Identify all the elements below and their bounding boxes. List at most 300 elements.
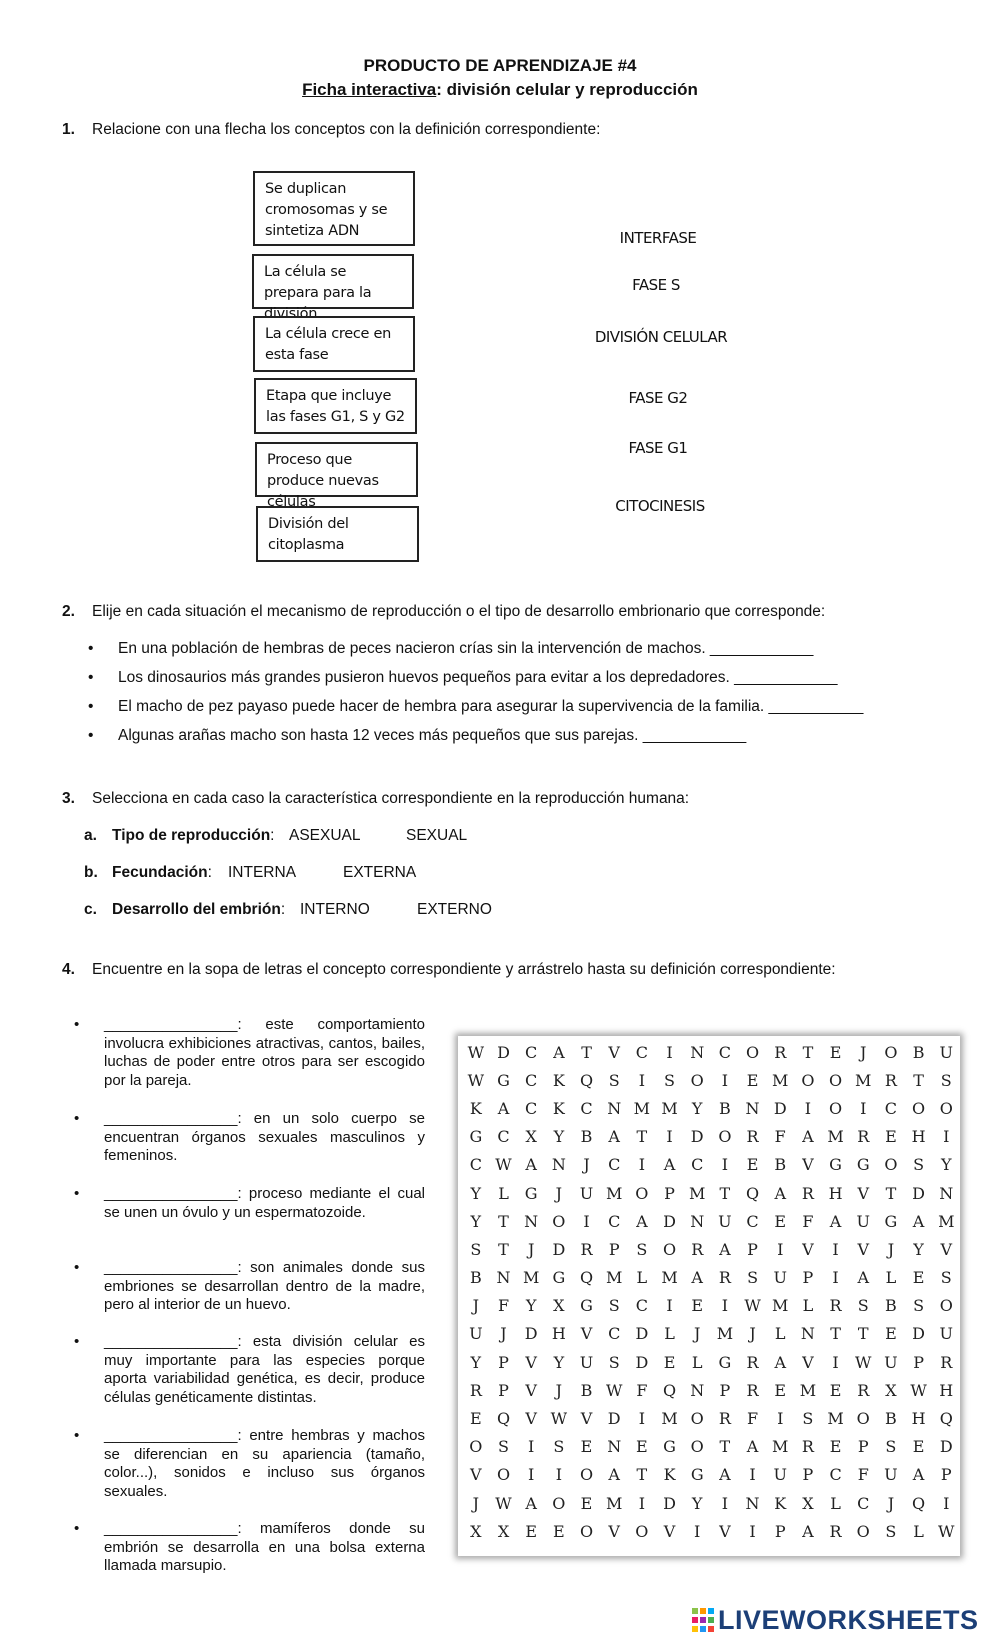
grid-letter[interactable]: M bbox=[661, 1409, 678, 1429]
grid-letter[interactable]: Q bbox=[496, 1409, 511, 1429]
grid-letter[interactable]: M bbox=[772, 1070, 789, 1090]
grid-letter[interactable]: R bbox=[829, 1296, 842, 1316]
grid-letter[interactable]: W bbox=[605, 1380, 623, 1400]
grid-letter[interactable]: N bbox=[496, 1268, 511, 1288]
grid-letter[interactable]: W bbox=[467, 1042, 485, 1062]
grid-letter[interactable]: I bbox=[860, 1098, 867, 1118]
grid-letter[interactable]: G bbox=[884, 1211, 898, 1231]
grid-letter[interactable]: C bbox=[525, 1042, 538, 1062]
grid-letter[interactable]: Q bbox=[579, 1268, 594, 1288]
grid-letter[interactable]: N bbox=[690, 1042, 705, 1062]
grid-letter[interactable]: O bbox=[718, 1127, 732, 1147]
grid-letter[interactable]: M bbox=[772, 1296, 789, 1316]
grid-letter[interactable]: A bbox=[829, 1211, 842, 1231]
grid-letter[interactable]: C bbox=[580, 1098, 593, 1118]
grid-letter[interactable]: C bbox=[829, 1465, 842, 1485]
grid-letter[interactable]: U bbox=[939, 1324, 953, 1344]
definition-box-4[interactable]: Etapa que incluye las fases G1, S y G2 bbox=[254, 378, 417, 434]
grid-letter[interactable]: D bbox=[663, 1493, 676, 1513]
grid-letter[interactable]: S bbox=[470, 1239, 482, 1259]
grid-letter[interactable]: A bbox=[774, 1352, 786, 1372]
grid-letter[interactable]: O bbox=[829, 1070, 843, 1090]
grid-letter[interactable]: R bbox=[940, 1352, 953, 1372]
definition-box-1[interactable]: Se duplican cromosomas y se sintetiza ADN bbox=[253, 171, 415, 246]
grid-letter[interactable]: U bbox=[579, 1183, 594, 1203]
grid-letter[interactable]: E bbox=[746, 1070, 759, 1090]
grid-letter[interactable]: S bbox=[553, 1437, 565, 1457]
grid-letter[interactable]: Y bbox=[470, 1211, 482, 1231]
grid-letter[interactable]: D bbox=[552, 1239, 566, 1259]
grid-letter[interactable]: I bbox=[528, 1465, 535, 1485]
grid-letter[interactable]: O bbox=[496, 1465, 511, 1485]
grid-letter[interactable]: P bbox=[664, 1183, 675, 1203]
grid-letter[interactable]: S bbox=[913, 1296, 925, 1316]
concept-citocinesis[interactable]: CITOCINESIS bbox=[615, 497, 705, 515]
grid-letter[interactable]: U bbox=[856, 1211, 870, 1231]
grid-letter[interactable]: J bbox=[694, 1324, 701, 1344]
grid-letter[interactable]: O bbox=[579, 1521, 594, 1541]
grid-letter[interactable]: T bbox=[802, 1042, 814, 1062]
grid-letter[interactable]: P bbox=[802, 1465, 814, 1485]
grid-letter[interactable]: M bbox=[661, 1268, 678, 1288]
grid-letter[interactable]: U bbox=[773, 1268, 787, 1288]
list-item[interactable]: • El macho de pez payaso puede hacer de hembra para asegurar la supervivencia de la familia. ___________ bbox=[88, 698, 908, 727]
grid-letter[interactable]: I bbox=[555, 1465, 563, 1485]
grid-letter[interactable]: I bbox=[777, 1409, 784, 1429]
list-item[interactable]: • En una población de hembras de peces nacieron crías sin la intervención de machos. ____________ bbox=[88, 640, 908, 669]
grid-letter[interactable]: U bbox=[773, 1465, 787, 1485]
grid-letter[interactable]: I bbox=[583, 1211, 590, 1231]
grid-letter[interactable]: B bbox=[719, 1098, 731, 1118]
grid-letter[interactable]: A bbox=[802, 1127, 814, 1147]
grid-letter[interactable]: U bbox=[939, 1042, 953, 1062]
grid-letter[interactable]: G bbox=[856, 1155, 870, 1175]
grid-letter[interactable]: Y bbox=[691, 1493, 703, 1513]
grid-letter[interactable]: C bbox=[608, 1155, 621, 1175]
grid-letter[interactable]: U bbox=[884, 1352, 898, 1372]
grid-letter[interactable]: A bbox=[912, 1211, 925, 1231]
grid-letter[interactable]: Q bbox=[745, 1183, 760, 1203]
grid-letter[interactable]: I bbox=[832, 1268, 839, 1288]
grid-letter[interactable]: G bbox=[718, 1352, 732, 1372]
grid-letter[interactable]: G bbox=[469, 1127, 483, 1147]
grid-letter[interactable]: R bbox=[774, 1042, 787, 1062]
grid-letter[interactable]: S bbox=[885, 1437, 897, 1457]
option-sexual[interactable]: SEXUAL bbox=[406, 827, 468, 844]
grid-letter[interactable]: S bbox=[940, 1268, 952, 1288]
grid-letter[interactable]: I bbox=[721, 1493, 729, 1513]
grid-letter[interactable]: A bbox=[746, 1437, 759, 1457]
grid-letter[interactable]: O bbox=[939, 1296, 953, 1316]
grid-letter[interactable]: N bbox=[745, 1493, 760, 1513]
grid-letter[interactable]: B bbox=[885, 1296, 897, 1316]
grid-letter[interactable]: D bbox=[663, 1211, 676, 1231]
grid-letter[interactable]: F bbox=[636, 1380, 648, 1400]
grid-letter[interactable]: O bbox=[856, 1521, 870, 1541]
grid-letter[interactable]: W bbox=[495, 1493, 512, 1513]
grid-letter[interactable]: R bbox=[746, 1127, 759, 1147]
grid-letter[interactable]: G bbox=[497, 1070, 510, 1090]
grid-letter[interactable]: I bbox=[694, 1521, 701, 1541]
grid-letter[interactable]: M bbox=[633, 1098, 651, 1118]
grid-letter[interactable]: A bbox=[608, 1465, 620, 1485]
grid-letter[interactable]: E bbox=[829, 1380, 842, 1400]
grid-letter[interactable]: O bbox=[856, 1409, 870, 1429]
grid-letter[interactable]: H bbox=[911, 1127, 926, 1147]
grid-letter[interactable]: L bbox=[498, 1183, 509, 1203]
grid-letter[interactable]: J bbox=[887, 1239, 895, 1259]
grid-letter[interactable]: Q bbox=[579, 1070, 594, 1090]
grid-letter[interactable]: G bbox=[663, 1437, 676, 1457]
grid-letter[interactable]: Y bbox=[553, 1127, 565, 1147]
grid-letter[interactable]: D bbox=[607, 1409, 621, 1429]
grid-letter[interactable]: L bbox=[636, 1268, 648, 1288]
concept-fase-g1[interactable]: FASE G1 bbox=[628, 439, 688, 457]
grid-letter[interactable]: P bbox=[747, 1239, 758, 1259]
grid-letter[interactable]: R bbox=[718, 1268, 731, 1288]
grid-letter[interactable]: O bbox=[662, 1239, 677, 1259]
grid-letter[interactable]: E bbox=[885, 1324, 897, 1344]
grid-letter[interactable]: I bbox=[943, 1127, 950, 1147]
grid-letter[interactable]: J bbox=[555, 1380, 563, 1400]
grid-letter[interactable]: C bbox=[746, 1211, 759, 1231]
grid-letter[interactable]: O bbox=[884, 1155, 898, 1175]
grid-letter[interactable]: G bbox=[829, 1155, 842, 1175]
option-interno[interactable]: INTERNO bbox=[300, 901, 370, 918]
concept-fase-s[interactable]: FASE S bbox=[632, 276, 680, 294]
grid-letter[interactable]: I bbox=[666, 1127, 673, 1147]
grid-letter[interactable]: P bbox=[498, 1380, 509, 1400]
grid-letter[interactable]: T bbox=[719, 1437, 731, 1457]
grid-letter[interactable]: O bbox=[829, 1098, 843, 1118]
grid-letter[interactable]: T bbox=[857, 1324, 869, 1344]
grid-letter[interactable]: S bbox=[940, 1070, 952, 1090]
grid-letter[interactable]: I bbox=[666, 1042, 673, 1062]
grid-letter[interactable]: L bbox=[802, 1296, 814, 1316]
grid-letter[interactable]: J bbox=[555, 1183, 563, 1203]
grid-letter[interactable]: R bbox=[691, 1239, 704, 1259]
grid-letter[interactable]: M bbox=[716, 1324, 734, 1344]
grid-letter[interactable]: M bbox=[772, 1437, 789, 1457]
grid-letter[interactable]: G bbox=[552, 1268, 566, 1288]
grid-letter[interactable]: A bbox=[525, 1155, 537, 1175]
grid-letter[interactable]: J bbox=[887, 1493, 895, 1513]
grid-letter[interactable]: E bbox=[829, 1042, 842, 1062]
grid-letter[interactable]: T bbox=[498, 1211, 509, 1231]
grid-letter[interactable]: V bbox=[525, 1380, 537, 1400]
grid-letter[interactable]: O bbox=[912, 1098, 926, 1118]
grid-letter[interactable]: N bbox=[607, 1098, 622, 1118]
grid-letter[interactable]: I bbox=[638, 1070, 646, 1090]
grid-letter[interactable]: C bbox=[635, 1296, 648, 1316]
grid-letter[interactable]: J bbox=[472, 1296, 480, 1316]
grid-letter[interactable]: O bbox=[552, 1211, 566, 1231]
grid-letter[interactable]: U bbox=[718, 1211, 732, 1231]
grid-letter[interactable]: U bbox=[469, 1324, 483, 1344]
option-externa[interactable]: EXTERNA bbox=[343, 864, 417, 881]
grid-letter[interactable]: D bbox=[939, 1437, 953, 1457]
grid-letter[interactable]: U bbox=[579, 1352, 594, 1372]
grid-letter[interactable]: E bbox=[912, 1437, 925, 1457]
grid-letter[interactable]: S bbox=[885, 1521, 897, 1541]
grid-letter[interactable]: L bbox=[913, 1521, 924, 1541]
grid-letter[interactable]: Q bbox=[939, 1409, 953, 1429]
grid-letter[interactable]: P bbox=[913, 1352, 924, 1372]
grid-letter[interactable]: B bbox=[885, 1409, 897, 1429]
grid-letter[interactable]: O bbox=[469, 1437, 483, 1457]
grid-letter[interactable]: S bbox=[802, 1409, 814, 1429]
definition-box-3[interactable]: La célula crece en esta fase bbox=[253, 316, 415, 372]
grid-letter[interactable]: A bbox=[525, 1493, 537, 1513]
grid-letter[interactable]: D bbox=[497, 1042, 510, 1062]
grid-letter[interactable]: Y bbox=[691, 1098, 703, 1118]
grid-letter[interactable]: I bbox=[638, 1409, 646, 1429]
grid-letter[interactable]: J bbox=[527, 1239, 535, 1259]
grid-letter[interactable]: T bbox=[498, 1239, 509, 1259]
grid-letter[interactable]: V bbox=[802, 1239, 814, 1259]
grid-letter[interactable]: N bbox=[745, 1098, 760, 1118]
grid-letter[interactable]: O bbox=[884, 1042, 898, 1062]
grid-letter[interactable]: P bbox=[774, 1521, 786, 1541]
list-item[interactable]: • Algunas arañas macho son hasta 12 veces más pequeños que sus parejas. ____________ bbox=[88, 727, 908, 756]
grid-letter[interactable]: I bbox=[777, 1239, 784, 1259]
grid-letter[interactable]: W bbox=[467, 1070, 485, 1090]
grid-letter[interactable]: E bbox=[691, 1296, 704, 1316]
grid-letter[interactable]: V bbox=[470, 1465, 482, 1485]
grid-letter[interactable]: H bbox=[551, 1324, 566, 1344]
grid-letter[interactable]: E bbox=[663, 1352, 676, 1372]
grid-letter[interactable]: X bbox=[802, 1493, 814, 1513]
grid-letter[interactable]: K bbox=[552, 1098, 565, 1118]
grid-letter[interactable]: I bbox=[528, 1437, 535, 1457]
grid-letter[interactable]: T bbox=[830, 1324, 841, 1344]
grid-letter[interactable]: D bbox=[635, 1324, 649, 1344]
grid-letter[interactable]: C bbox=[497, 1127, 510, 1147]
grid-letter[interactable]: Y bbox=[470, 1352, 482, 1372]
grid-letter[interactable]: Y bbox=[553, 1352, 565, 1372]
grid-letter[interactable]: E bbox=[580, 1437, 593, 1457]
grid-letter[interactable]: N bbox=[607, 1437, 622, 1457]
grid-letter[interactable]: L bbox=[691, 1352, 703, 1372]
grid-letter[interactable]: W bbox=[938, 1521, 955, 1541]
grid-letter[interactable]: M bbox=[799, 1380, 817, 1400]
grid-letter[interactable]: M bbox=[606, 1493, 623, 1513]
grid-letter[interactable]: O bbox=[579, 1465, 594, 1485]
grid-letter[interactable]: R bbox=[746, 1380, 759, 1400]
grid-letter[interactable]: H bbox=[911, 1409, 926, 1429]
grid-letter[interactable]: A bbox=[553, 1042, 565, 1062]
grid-letter[interactable]: S bbox=[857, 1296, 869, 1316]
definition-box-2[interactable]: La célula se prepara para la división bbox=[252, 254, 414, 309]
grid-letter[interactable]: P bbox=[498, 1352, 509, 1372]
grid-letter[interactable]: Q bbox=[912, 1493, 926, 1513]
grid-letter[interactable]: E bbox=[774, 1380, 787, 1400]
concept-interfase[interactable]: INTERFASE bbox=[619, 229, 697, 247]
grid-letter[interactable]: K bbox=[774, 1493, 787, 1513]
grid-letter[interactable]: T bbox=[719, 1183, 731, 1203]
grid-letter[interactable]: P bbox=[608, 1239, 620, 1259]
grid-letter[interactable]: Y bbox=[525, 1296, 537, 1316]
grid-letter[interactable]: N bbox=[551, 1155, 566, 1175]
concept-fase-g2[interactable]: FASE G2 bbox=[628, 389, 688, 407]
grid-letter[interactable]: F bbox=[747, 1409, 759, 1429]
grid-letter[interactable]: M bbox=[522, 1268, 540, 1288]
grid-letter[interactable]: O bbox=[690, 1070, 704, 1090]
grid-letter[interactable]: N bbox=[524, 1211, 539, 1231]
grid-letter[interactable]: L bbox=[885, 1268, 897, 1288]
grid-letter[interactable]: C bbox=[635, 1042, 648, 1062]
grid-letter[interactable]: I bbox=[832, 1352, 839, 1372]
grid-letter[interactable]: M bbox=[827, 1409, 844, 1429]
grid-letter[interactable]: L bbox=[664, 1324, 675, 1344]
grid-letter[interactable]: E bbox=[553, 1521, 565, 1541]
grid-letter[interactable]: W bbox=[855, 1352, 872, 1372]
grid-letter[interactable]: I bbox=[638, 1155, 646, 1175]
grid-letter[interactable]: W bbox=[550, 1409, 568, 1429]
grid-letter[interactable]: W bbox=[910, 1380, 927, 1400]
grid-letter[interactable]: I bbox=[943, 1493, 950, 1513]
grid-letter[interactable]: J bbox=[472, 1493, 480, 1513]
grid-letter[interactable]: V bbox=[608, 1042, 620, 1062]
grid-letter[interactable]: G bbox=[524, 1183, 538, 1203]
grid-letter[interactable]: C bbox=[718, 1042, 731, 1062]
grid-letter[interactable]: O bbox=[939, 1098, 953, 1118]
grid-letter[interactable]: O bbox=[690, 1409, 704, 1429]
grid-letter[interactable]: E bbox=[912, 1268, 925, 1288]
grid-letter[interactable]: V bbox=[940, 1239, 953, 1259]
grid-letter[interactable]: J bbox=[500, 1324, 507, 1344]
grid-letter[interactable]: F bbox=[802, 1211, 814, 1231]
grid-letter[interactable]: R bbox=[801, 1437, 814, 1457]
grid-letter[interactable]: I bbox=[832, 1239, 839, 1259]
grid-letter[interactable]: K bbox=[552, 1070, 565, 1090]
grid-letter[interactable]: N bbox=[690, 1380, 705, 1400]
grid-letter[interactable]: S bbox=[747, 1268, 759, 1288]
grid-letter[interactable]: A bbox=[663, 1155, 676, 1175]
grid-letter[interactable]: X bbox=[497, 1521, 510, 1541]
grid-letter[interactable]: I bbox=[749, 1465, 756, 1485]
grid-letter[interactable]: K bbox=[469, 1098, 482, 1118]
grid-letter[interactable]: V bbox=[802, 1352, 814, 1372]
grid-letter[interactable]: E bbox=[829, 1437, 842, 1457]
grid-letter[interactable]: V bbox=[802, 1155, 814, 1175]
option-interna[interactable]: INTERNA bbox=[228, 864, 297, 881]
grid-letter[interactable]: A bbox=[719, 1465, 731, 1485]
grid-letter[interactable]: A bbox=[719, 1239, 731, 1259]
list-item[interactable]: • Los dinosaurios más grandes pusieron huevos pequeños para evitar a los depredadores. ____________ bbox=[88, 669, 908, 698]
grid-letter[interactable]: X bbox=[525, 1127, 537, 1147]
grid-letter[interactable]: S bbox=[664, 1070, 676, 1090]
grid-letter[interactable]: Q bbox=[662, 1380, 677, 1400]
grid-letter[interactable]: P bbox=[802, 1268, 814, 1288]
grid-letter[interactable]: M bbox=[827, 1127, 844, 1147]
grid-letter[interactable]: S bbox=[608, 1352, 620, 1372]
concept-division-celular[interactable]: DIVISIÓN CELULAR bbox=[594, 328, 728, 346]
grid-letter[interactable]: R bbox=[857, 1127, 870, 1147]
grid-letter[interactable]: I bbox=[749, 1521, 756, 1541]
grid-letter[interactable]: O bbox=[801, 1070, 815, 1090]
grid-letter[interactable]: B bbox=[580, 1380, 593, 1400]
grid-letter[interactable]: D bbox=[912, 1183, 925, 1203]
grid-letter[interactable]: S bbox=[913, 1155, 925, 1175]
grid-letter[interactable]: V bbox=[857, 1183, 870, 1203]
grid-letter[interactable]: J bbox=[749, 1324, 756, 1344]
grid-letter[interactable]: U bbox=[884, 1465, 898, 1485]
grid-letter[interactable]: D bbox=[912, 1324, 925, 1344]
grid-letter[interactable]: G bbox=[580, 1296, 593, 1316]
grid-letter[interactable]: I bbox=[721, 1296, 729, 1316]
grid-letter[interactable]: T bbox=[885, 1183, 897, 1203]
grid-letter[interactable]: E bbox=[580, 1493, 593, 1513]
grid-letter[interactable]: M bbox=[855, 1070, 872, 1090]
grid-letter[interactable]: B bbox=[469, 1268, 482, 1288]
grid-letter[interactable]: S bbox=[608, 1296, 620, 1316]
grid-letter[interactable]: M bbox=[689, 1183, 706, 1203]
grid-letter[interactable]: Y bbox=[913, 1239, 924, 1259]
grid-letter[interactable]: B bbox=[774, 1155, 787, 1175]
grid-letter[interactable]: A bbox=[691, 1268, 703, 1288]
grid-letter[interactable]: S bbox=[608, 1070, 620, 1090]
grid-letter[interactable]: K bbox=[663, 1465, 676, 1485]
grid-letter[interactable]: R bbox=[829, 1521, 842, 1541]
grid-letter[interactable]: R bbox=[718, 1409, 731, 1429]
grid-letter[interactable]: P bbox=[940, 1465, 952, 1485]
grid-letter[interactable]: O bbox=[635, 1183, 649, 1203]
grid-letter[interactable]: A bbox=[774, 1183, 786, 1203]
grid-letter[interactable]: E bbox=[469, 1409, 482, 1429]
grid-letter[interactable]: L bbox=[830, 1493, 841, 1513]
grid-letter[interactable]: T bbox=[913, 1070, 924, 1090]
grid-letter[interactable]: A bbox=[636, 1211, 648, 1231]
grid-letter[interactable]: V bbox=[663, 1521, 676, 1541]
grid-letter[interactable]: A bbox=[912, 1465, 925, 1485]
grid-letter[interactable]: R bbox=[884, 1070, 897, 1090]
grid-letter[interactable]: D bbox=[690, 1127, 704, 1147]
grid-letter[interactable]: V bbox=[580, 1324, 593, 1344]
grid-letter[interactable]: W bbox=[744, 1296, 761, 1316]
grid-letter[interactable]: L bbox=[774, 1324, 786, 1344]
grid-letter[interactable]: R bbox=[857, 1380, 870, 1400]
grid-letter[interactable]: E bbox=[774, 1211, 787, 1231]
grid-letter[interactable]: N bbox=[800, 1324, 815, 1344]
grid-letter[interactable]: I bbox=[666, 1296, 673, 1316]
grid-letter[interactable]: V bbox=[580, 1409, 593, 1429]
grid-letter[interactable]: G bbox=[690, 1465, 704, 1485]
option-asexual[interactable]: ASEXUAL bbox=[289, 827, 361, 844]
grid-letter[interactable]: J bbox=[583, 1155, 590, 1175]
grid-letter[interactable]: R bbox=[801, 1183, 814, 1203]
grid-letter[interactable]: A bbox=[857, 1268, 870, 1288]
grid-letter[interactable]: B bbox=[580, 1127, 593, 1147]
grid-letter[interactable]: X bbox=[885, 1380, 897, 1400]
grid-letter[interactable]: W bbox=[495, 1155, 512, 1175]
grid-letter[interactable]: O bbox=[635, 1521, 649, 1541]
grid-letter[interactable]: E bbox=[636, 1437, 648, 1457]
grid-letter[interactable]: N bbox=[690, 1211, 705, 1231]
grid-letter[interactable]: M bbox=[606, 1268, 623, 1288]
grid-letter[interactable]: V bbox=[719, 1521, 731, 1541]
grid-letter[interactable]: E bbox=[885, 1127, 897, 1147]
grid-letter[interactable]: X bbox=[553, 1296, 565, 1316]
grid-letter[interactable]: C bbox=[857, 1493, 870, 1513]
grid-letter[interactable]: O bbox=[745, 1042, 760, 1062]
grid-letter[interactable]: C bbox=[884, 1098, 898, 1118]
grid-letter[interactable]: T bbox=[636, 1465, 648, 1485]
grid-letter[interactable]: F bbox=[857, 1465, 869, 1485]
grid-letter[interactable]: V bbox=[857, 1239, 870, 1259]
option-externo[interactable]: EXTERNO bbox=[417, 901, 492, 918]
grid-letter[interactable]: H bbox=[939, 1380, 954, 1400]
